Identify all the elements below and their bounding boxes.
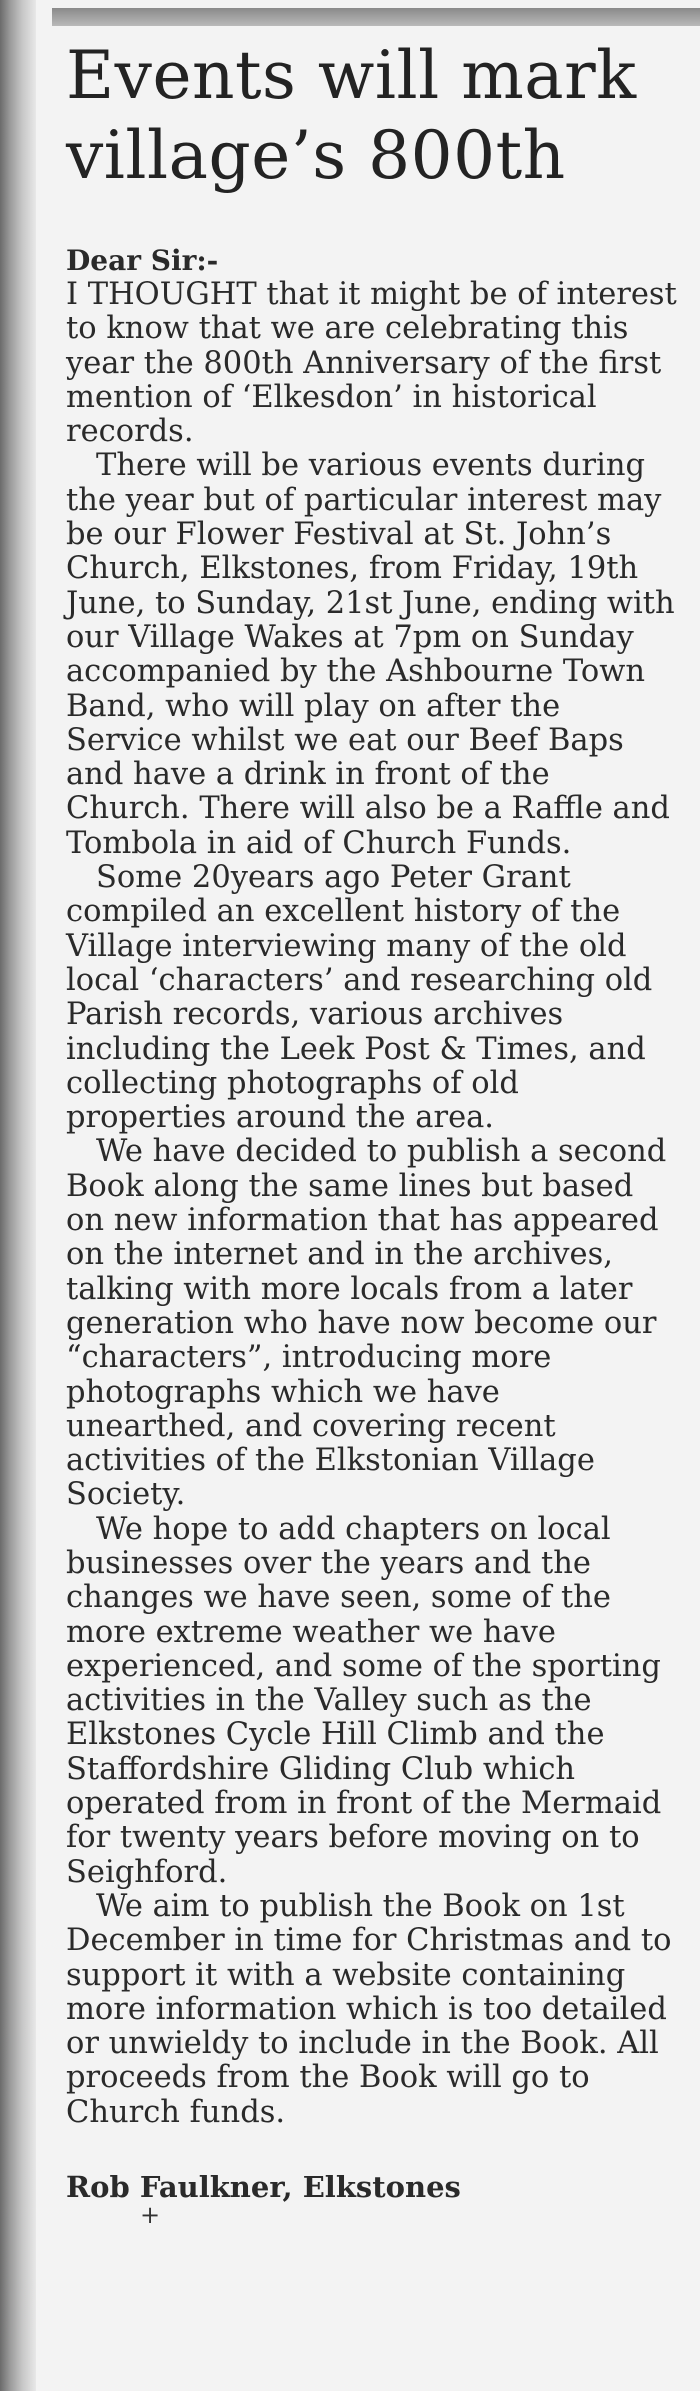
top-rule: [52, 8, 700, 26]
signoff: [66, 2170, 678, 2230]
paragraph: Some 20years ago Peter Grant compiled an excellent history of the Village interviewing many of the old local ‘characters’ and researching old Parish records, various archives including the Leek Post & Times, and collecting photographs of old properties around the area.: [66, 860, 653, 1136]
signoff-text: Rob Faulkner, Elkstones: [66, 2170, 461, 2205]
letter-body: [66, 278, 678, 2130]
letter-column: [66, 36, 678, 2230]
paragraph: We have decided to publish a second Book along the same lines but based on new information that has appeared on the internet and in the archives, talking with more locals from a later generation who have now become our “characters”, introducing more photographs which we have unearthed, and covering recent activities of the Elkstonian Village Society.: [66, 1134, 667, 1513]
paragraph: We aim to publish the Book on 1st December in time for Christmas and to support it with a website containing more information which is too detailed or unwieldy to include in the Book. All proceeds from the Book will go to Church funds.: [66, 1888, 672, 2130]
paragraph: There will be various events during the year but of particular interest may be our Flower Festival at St. John’s Church, Elkstones, from Friday, 19th June, to Sunday, 21st June, ending with our Village Wakes at 7pm on Sunday accompanied by the Ashbourne Town Band, who will play on after the Service whilst we eat our Beef Baps and have a drink in front of the Church. There will also be a Raffle and Tombola in aid of Church Funds.: [66, 448, 675, 861]
headline: Events will mark village’s 800th: [66, 37, 637, 194]
cross-mark: +: [140, 2201, 161, 2230]
salutation: Dear Sir:-: [66, 244, 219, 277]
paragraph: I THOUGHT that it might be of interest to know that we are celebrating this year the 800th Anniversary of the first mention of ‘Elkesdon’ in historical records.: [66, 277, 677, 450]
page-edge-shadow: [0, 0, 36, 2391]
paragraph: We hope to add chapters on local businesses over the years and the changes we have seen, some of the more extreme weather we have experienced, and some of the sporting activities in the Valley such as the Elkstones Cycle Hill Climb and the Staffordshire Gliding Club which operated from in front of the Mermaid for twenty years before moving on to Seighford.: [66, 1511, 662, 1890]
